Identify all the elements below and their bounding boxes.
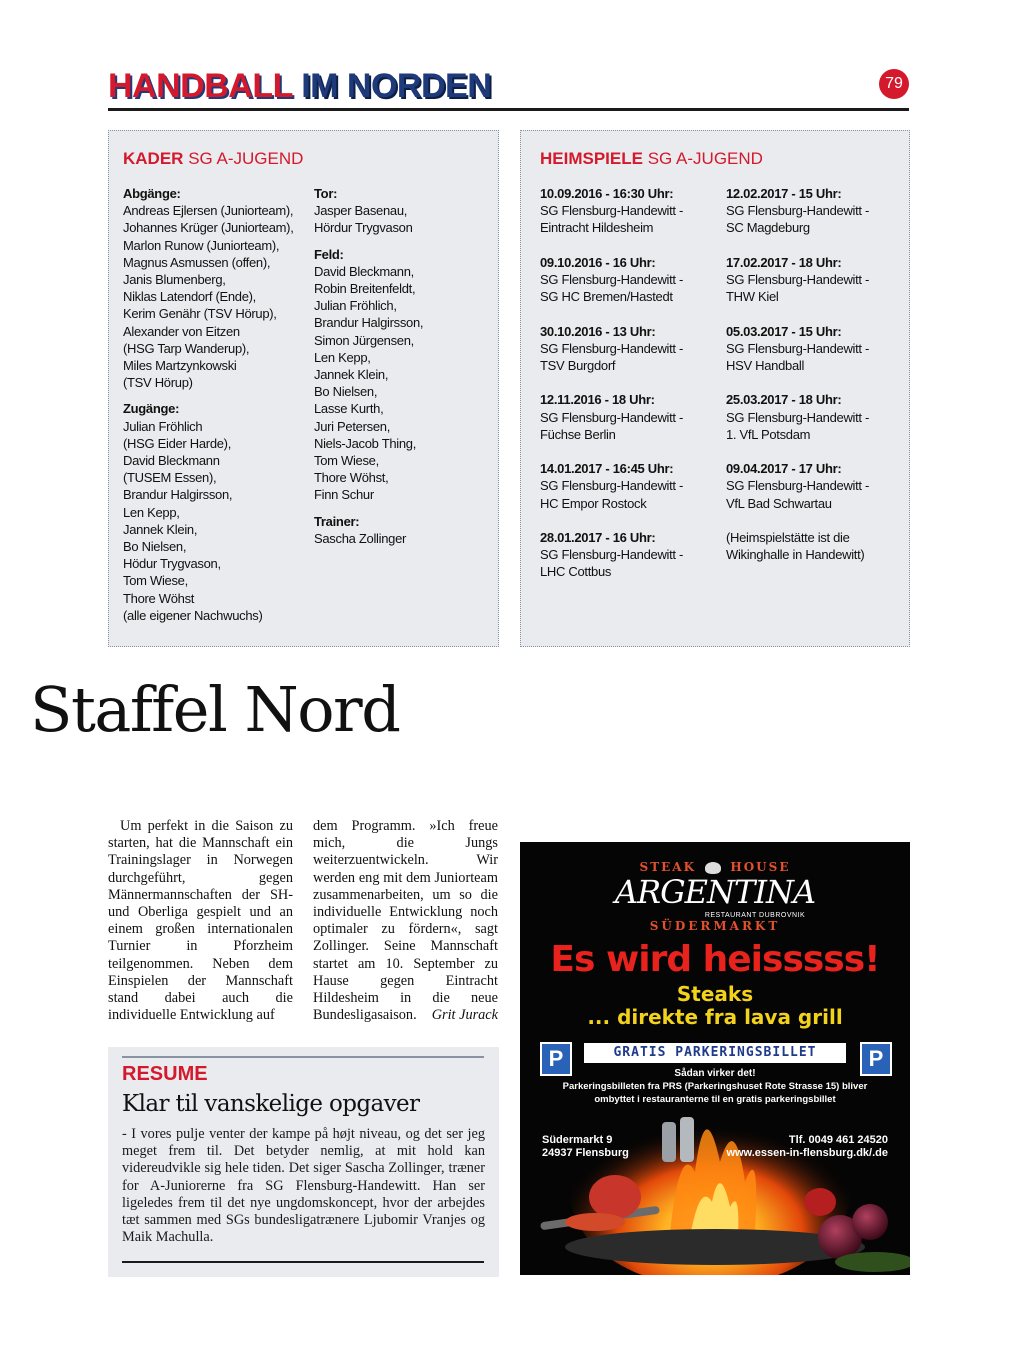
list-line: Robin Breitenfeldt,: [314, 281, 416, 297]
zugaenge-label: Zugänge:: [123, 401, 180, 417]
game-date: 28.01.2017 - 16 Uhr:: [540, 529, 656, 545]
feld-label: Feld:: [314, 246, 344, 262]
game-home-team: SG Flensburg-Handewitt -: [540, 478, 684, 494]
feld-list: [314, 263, 489, 504]
list-line: Thore Wöhst: [123, 590, 195, 606]
trainer-label: Trainer:: [314, 513, 360, 529]
masthead-part2: IM NORDEN: [301, 67, 492, 105]
list-line: Johannes Krüger (Juniorteam),: [123, 220, 294, 236]
game-opponent: THW Kiel: [726, 289, 779, 305]
heimspiele-right-column: [726, 185, 906, 563]
list-line: Finn Schur: [314, 487, 374, 503]
header-rule: [108, 108, 909, 111]
home-game: [726, 323, 906, 375]
game-opponent: 1. VfL Potsdam: [726, 426, 811, 442]
list-line: (HSG Eider Harde),: [123, 435, 232, 451]
list-line: Brandur Halgirsson,: [123, 487, 233, 503]
ad-works-title: Sådan virker det!: [674, 1068, 756, 1079]
list-line: Brandur Halgirsson,: [314, 315, 424, 331]
kader-heading-bold: KADER: [123, 149, 184, 168]
list-line: Jannek Klein,: [314, 367, 389, 383]
game-date: 12.11.2016 - 18 Uhr:: [540, 392, 655, 408]
game-date: 05.03.2017 - 15 Uhr:: [726, 323, 842, 339]
list-line: Tom Wiese,: [314, 453, 379, 469]
venue-note-line1: (Heimspielstätte ist die: [726, 529, 850, 545]
article-title: Staffel Nord: [30, 673, 400, 746]
list-line: (HSG Tarp Wanderup),: [123, 340, 250, 356]
ad-works-line2: ombyttet i restauranterne til en gratis parkeringsbillet: [594, 1094, 836, 1105]
ad-address-line1: Südermarkt 9: [542, 1134, 613, 1146]
bull-head-icon: [705, 862, 721, 874]
list-line: Len Kepp,: [123, 504, 180, 520]
home-game: [540, 391, 725, 443]
game-home-team: SG Flensburg-Handewitt -: [726, 409, 870, 425]
list-line: Julian Fröhlich: [123, 418, 203, 434]
home-game: [540, 254, 725, 306]
heimspiele-box: [520, 130, 910, 647]
parking-right-icon: P: [860, 1042, 892, 1076]
article-text-col2: dem Programm. »Ich freue mich, die Jungs weiterzuentwickeln. Wir werden eng mit dem Juniorteam zusammenarbeiten, um so die individuelle Entwicklung noch optimaler zu fördern«, sagt Zollinger. Seine Mannschaft startet am 10. September zu Hause gegen Eintracht Hildesheim in die neue Bundesligasaison.: [313, 818, 498, 1024]
venue-note-line2: Wikinghalle in Handewitt): [726, 547, 865, 563]
list-line: Simon Jürgensen,: [314, 332, 414, 348]
parking-left-icon: P: [540, 1042, 572, 1076]
game-home-team: SG Flensburg-Handewitt -: [726, 478, 870, 494]
game-home-team: SG Flensburg-Handewitt -: [540, 409, 684, 425]
heimspiele-heading: [540, 149, 763, 169]
heimspiele-heading-rest: SG A-JUGEND: [647, 149, 763, 168]
kader-right-column: [314, 185, 489, 547]
ad-address-line2: 24937 Flensburg: [542, 1147, 629, 1159]
kader-left-column: [123, 185, 308, 624]
game-date: 14.01.2017 - 16:45 Uhr:: [540, 461, 674, 477]
heimspiele-right-games: [726, 185, 906, 512]
game-home-team: SG Flensburg-Handewitt -: [726, 203, 870, 219]
resume-top-rule: [122, 1056, 484, 1058]
list-line: Miles Martzynkowski: [123, 358, 237, 374]
zugaenge-list: [123, 418, 308, 624]
list-line: Tom Wiese,: [123, 573, 188, 589]
heimspiele-heading-bold: HEIMSPIELE: [540, 149, 643, 168]
kader-heading: [123, 149, 303, 169]
list-line: Hördur Trygvason: [314, 220, 413, 236]
home-game: [726, 185, 906, 237]
list-line: Len Kepp,: [314, 349, 371, 365]
resume-bottom-rule: [122, 1261, 484, 1263]
ad-house-word: HOUSE: [730, 860, 791, 874]
list-line: Julian Fröhlich,: [314, 298, 397, 314]
home-game: [540, 460, 725, 512]
list-line: Jannek Klein,: [123, 521, 198, 537]
game-home-team: SG Flensburg-Handewitt -: [540, 272, 684, 287]
game-opponent: TSV Burgdorf: [540, 358, 616, 373]
home-game: [726, 460, 906, 512]
tor-label: Tor:: [314, 186, 338, 201]
masthead-part1: HANDBALL: [108, 67, 293, 105]
ad-phone: Tlf. 0049 461 24520: [788, 1134, 888, 1146]
ad-sub-grill: ... direkte fra lava grill: [587, 1005, 843, 1029]
heimspiele-left-column: [540, 185, 725, 598]
ad-sub-steaks: Steaks: [676, 982, 754, 1006]
list-line: David Bleckmann: [123, 453, 220, 469]
list-line: Andreas Ejlersen (Juniorteam),: [123, 203, 294, 219]
game-opponent: LHC Cottbus: [540, 564, 612, 580]
home-game: [726, 391, 906, 443]
page-number-badge: 79: [879, 69, 909, 99]
game-date: 17.02.2017 - 18 Uhr:: [726, 254, 842, 270]
game-date: 25.03.2017 - 18 Uhr:: [726, 392, 842, 408]
home-game: [726, 254, 906, 306]
list-line: (TUSEM Essen),: [123, 470, 217, 486]
game-opponent: SC Magdeburg: [726, 220, 810, 236]
tor-list: [314, 202, 489, 236]
list-line: Thore Wöhst,: [314, 470, 389, 486]
list-line: Kerim Genähr (TSV Hörup),: [123, 306, 277, 322]
resume-label: RESUME: [122, 1063, 208, 1085]
game-home-team: SG Flensburg-Handewitt -: [726, 340, 870, 356]
list-line: Juri Petersen,: [314, 418, 391, 434]
ad-brand-name: ARGENTINA: [614, 873, 816, 911]
home-game: [540, 323, 725, 375]
article-column-1: [108, 818, 293, 1024]
ad-headline: Es wird heisssss!: [550, 939, 880, 980]
abgaenge-list: [123, 202, 308, 391]
game-date: 09.04.2017 - 17 Uhr:: [726, 461, 842, 477]
game-opponent: Füchse Berlin: [540, 426, 616, 442]
list-line: (TSV Hörup): [123, 375, 193, 391]
kader-box: [108, 130, 499, 647]
game-opponent: VfL Bad Schwartau: [726, 495, 832, 511]
steakhouse-advertisement: [520, 842, 910, 1275]
ad-works-line1: Parkeringsbilleten fra PRS (Parkeringshuset Rote Strasse 15) bliver: [562, 1081, 868, 1092]
game-opponent: SG HC Bremen/Hastedt: [540, 289, 673, 305]
list-line: (alle eigener Nachwuchs): [123, 607, 263, 623]
list-line: Hödur Trygvason,: [123, 556, 221, 572]
list-line: Bo Nielsen,: [123, 539, 187, 555]
list-line: Marlon Runow (Juniorteam),: [123, 237, 280, 253]
abgaenge-label: Abgänge:: [123, 186, 181, 201]
list-line: Niels-Jacob Thing,: [314, 435, 417, 451]
list-line: Janis Blumenberg,: [123, 272, 226, 288]
game-home-team: SG Flensburg-Handewitt -: [726, 272, 870, 287]
resume-heading: Klar til vanskelige opgaver: [122, 1091, 420, 1117]
home-game: [540, 529, 725, 581]
list-line: Bo Nielsen,: [314, 384, 378, 400]
ad-location: SÜDERMARKT: [649, 919, 781, 933]
game-date: 10.09.2016 - 16:30 Uhr:: [540, 186, 674, 201]
ad-restaurant-name: RESTAURANT DUBROVNIK: [704, 912, 806, 919]
game-opponent: Eintracht Hildesheim: [540, 220, 654, 236]
trainer-name: Sascha Zollinger: [314, 530, 407, 546]
list-line: Lasse Kurth,: [314, 401, 384, 417]
game-home-team: SG Flensburg-Handewitt -: [540, 203, 684, 219]
article-byline: Grit Jurack: [431, 1007, 498, 1023]
article-text-col1: Um perfekt in die Saison zu starten, hat die Mannschaft ein Trainingslager in Norwegen durchgeführt, gegen Männermannschaften der SH-und Oberliga gespielt und an einem großen internationalen Turnier in Pforzheim teilgenommen. Neben dem Einspielen der Mannschaft stand dabei auch die individuelle Entwicklung auf: [108, 818, 293, 1024]
game-opponent: HC Empor Rostock: [540, 495, 647, 511]
resume-box: [108, 1047, 499, 1277]
game-date: 09.10.2016 - 16 Uhr:: [540, 254, 656, 270]
ad-steak-word: STEAK: [639, 860, 697, 874]
kader-heading-rest: SG A-JUGEND: [188, 149, 304, 168]
ad-steakhouse-line: [520, 860, 910, 874]
list-line: Niklas Latendorf (Ende),: [123, 289, 256, 305]
parking-banner: GRATIS PARKERINGSBILLET: [584, 1043, 846, 1063]
list-line: David Bleckmann,: [314, 263, 414, 279]
article-column-2: [313, 818, 498, 1024]
game-home-team: SG Flensburg-Handewitt -: [540, 340, 684, 356]
game-opponent: HSV Handball: [726, 358, 805, 373]
game-home-team: SG Flensburg-Handewitt -: [540, 547, 684, 563]
home-game: [540, 185, 725, 237]
list-line: Alexander von Eitzen: [123, 323, 240, 339]
ad-website-link[interactable]: www.essen-in-flensburg.dk/.de: [726, 1147, 888, 1159]
game-date: 30.10.2016 - 13 Uhr:: [540, 323, 656, 339]
list-line: Magnus Asmussen (offen),: [123, 254, 271, 270]
masthead: [108, 66, 491, 106]
resume-body: - I vores pulje venter der kampe på højt niveau, og det ser jeg meget frem til. Det betyder nemlig, at mit hold kan videreudvikle sig hele tiden. Det siger Sascha Zollinger, træner for A-Juniorerne fra SG Flensburg-Handewitt. Han ser ligeledes frem til det nye ungdomskoncept, hvor der arbejdes tæt sammen med SGs bundesligatrænere Ljubomir Vranjes og Maik Machulla.: [122, 1126, 485, 1246]
game-date: 12.02.2017 - 15 Uhr:: [726, 186, 842, 201]
list-line: Jasper Basenau,: [314, 203, 408, 219]
